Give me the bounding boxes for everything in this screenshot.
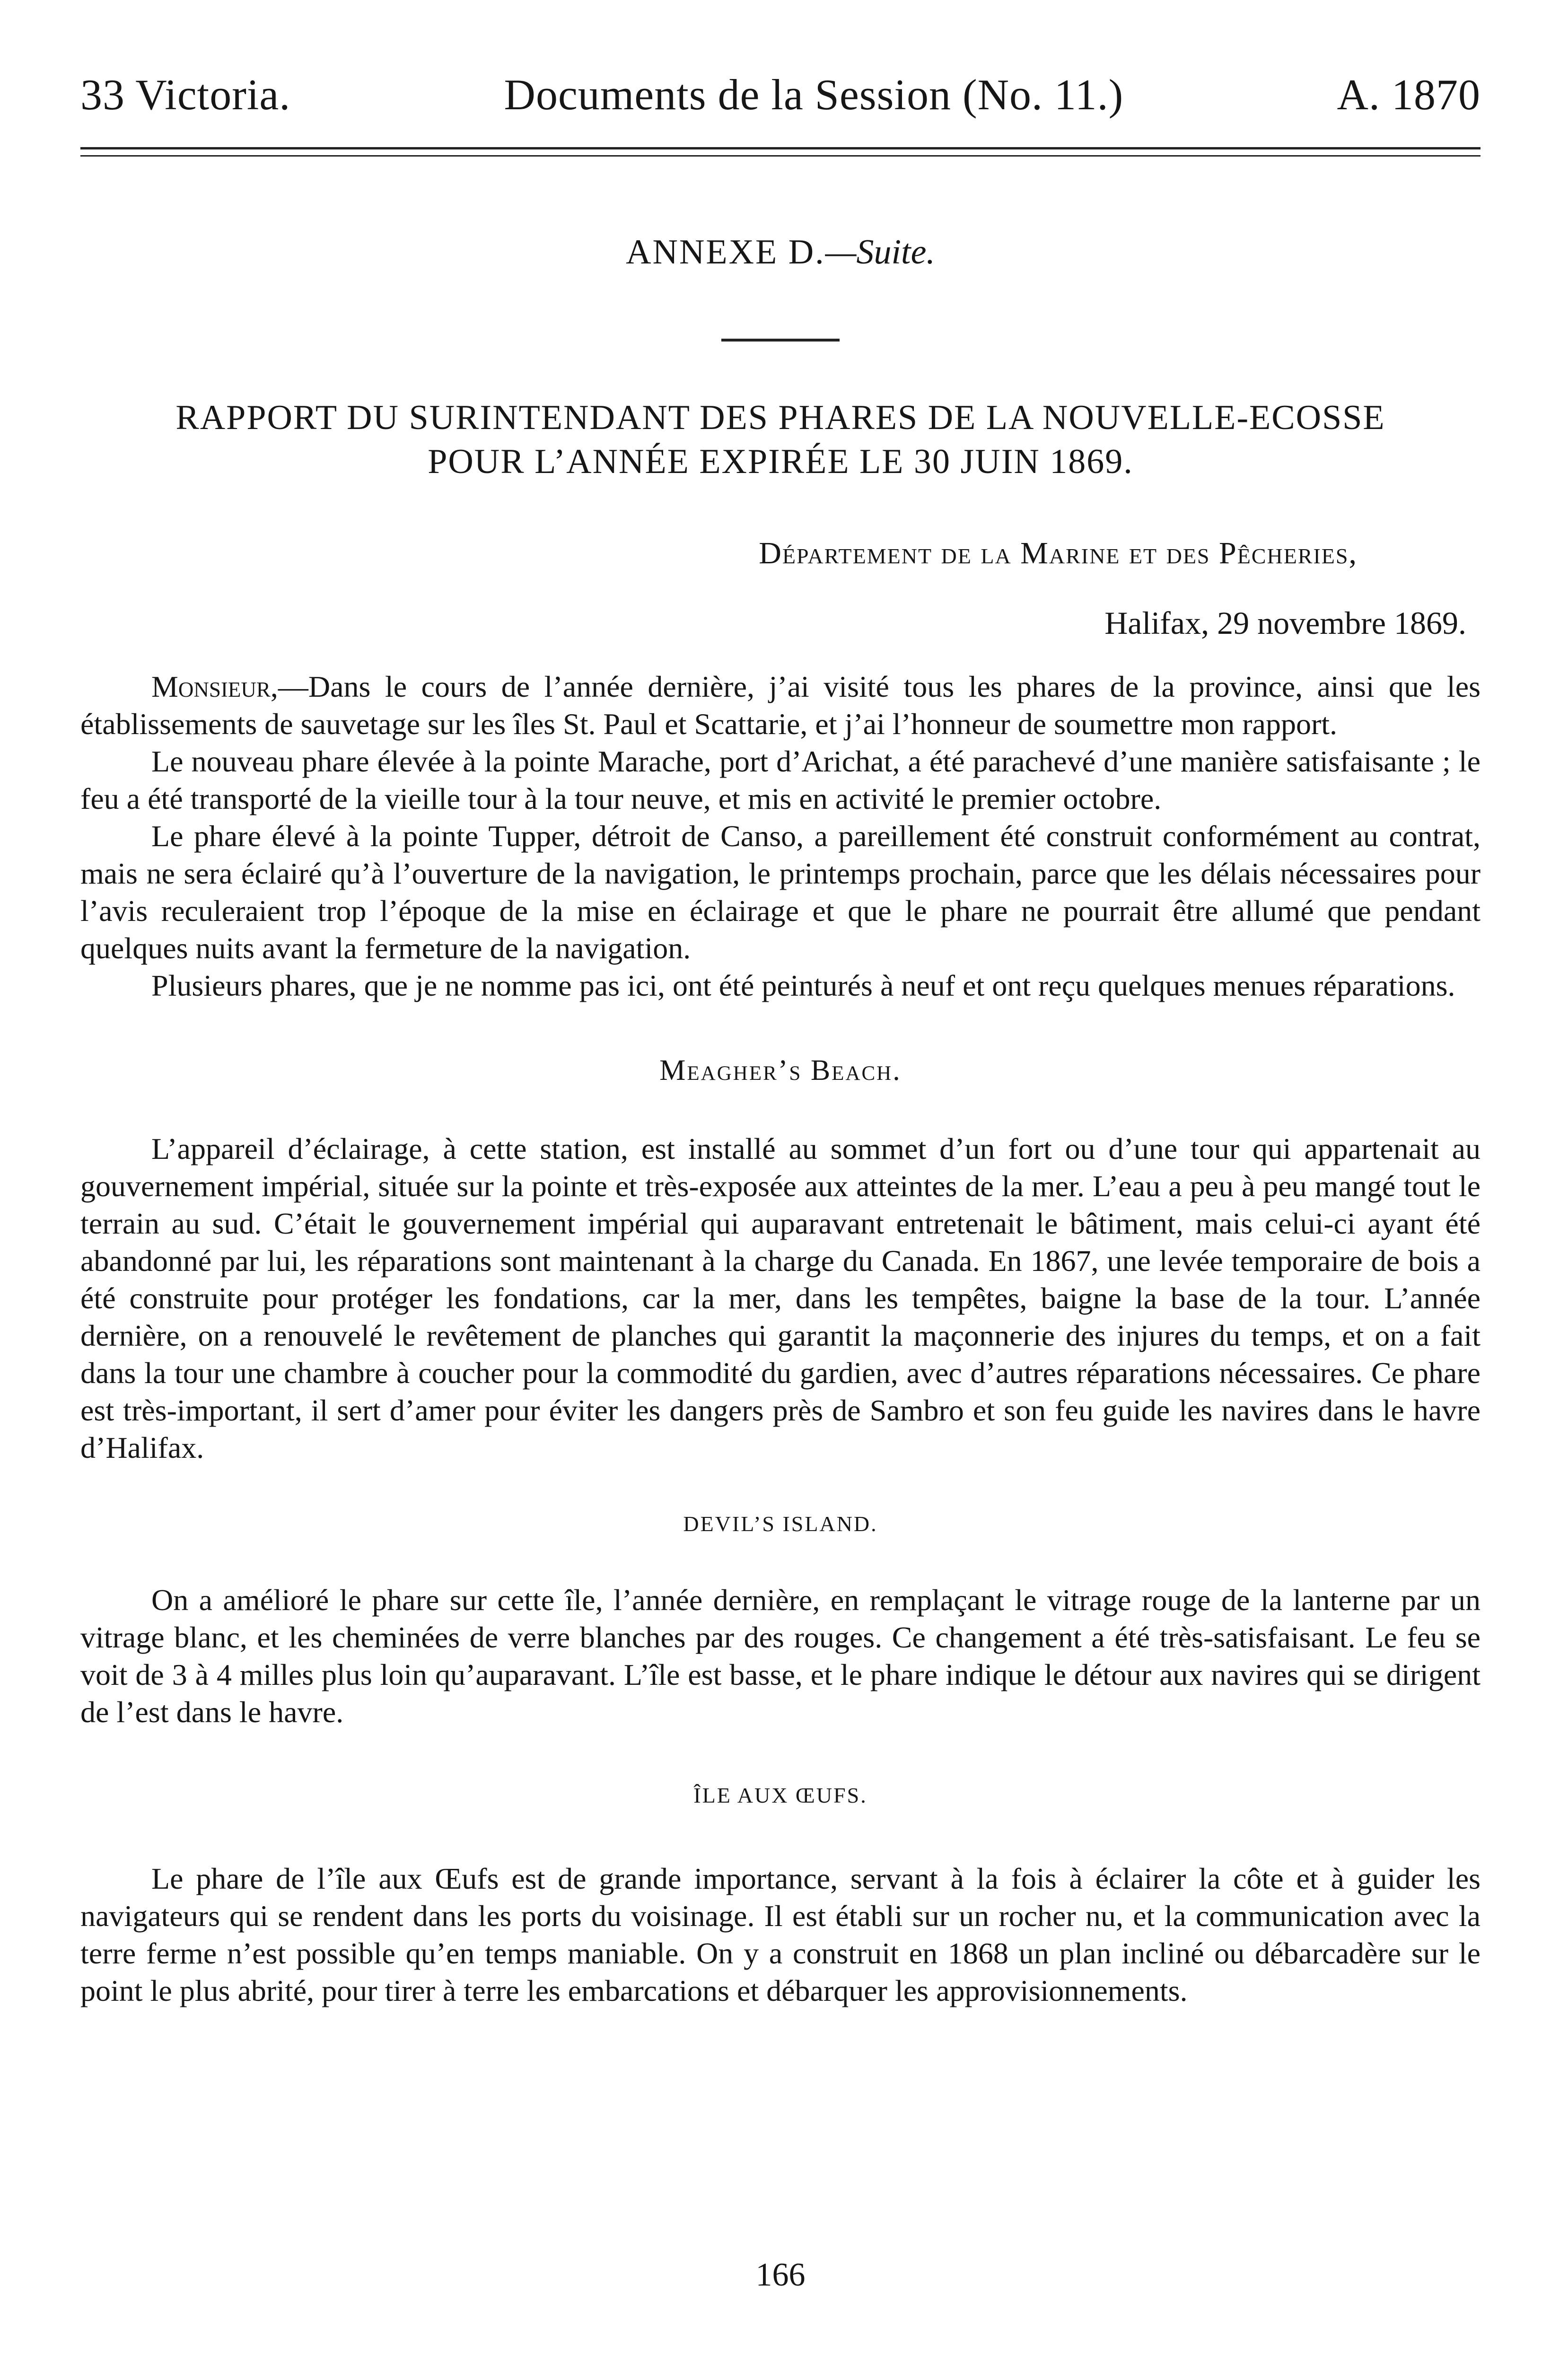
title-separator-rule xyxy=(721,339,840,342)
report-title xyxy=(80,396,1480,483)
annex-label: ANNEXE D. xyxy=(626,233,825,272)
report-title-line-1: RAPPORT DU SURINTENDANT DES PHARES DE LA NOUVELLE-ECOSSE xyxy=(175,398,1385,438)
letter-paragraph-4: Plusieurs phares, que je ne nomme pas ici, ont été peinturés à neuf et ont reçu quelques menues réparations. xyxy=(151,969,1455,1003)
letter-paragraph-1 xyxy=(80,668,1480,743)
letter-paragraph-3: Le phare élevé à la pointe Tupper, détroit de Canso, a pareillement été construit conformément au contrat, mais ne sera éclairé qu’à l’ouverture de la navigation, le printemps prochain, parce que les délais nécessaires pour l’avis reculeraient trop l’époque de la mise en éclairage et que le phare ne pourrait être allumé que pendant quelques nuits avant la fermeture de la navigation. xyxy=(80,819,1480,965)
header-year: A. 1870 xyxy=(1337,70,1480,119)
page-number: 166 xyxy=(755,2257,806,2293)
section-heading-meaghers-beach: Meagher’s Beach. xyxy=(659,1054,902,1087)
letter-body xyxy=(80,668,1480,2009)
section-heading-ile-aux-oeufs: ÎLE AUX ŒUFS. xyxy=(693,1783,867,1808)
section-text-meaghers-beach: L’appareil d’éclairage, à cette station, est installé au sommet d’un fort ou d’une tour qui appartenait au gouvernement impérial, située sur la pointe et très-exposée aux atteintes de la mer. L’eau a peu à peu mangé tout le terrain au sud. C’était le gouvernement impérial qui auparavant entretenait le bâtiment, mais celui-ci ayant été abandonné par lui, les réparations sont maintenant à la charge du Canada. En 1867, une levée temporaire de bois a été construite pour protéger les fondations, car la mer, dans les tempêtes, baigne la base de la tour. L’année dernière, on a renouvelé le revêtement de planches qui garantit la maçonnerie des injures du temps, et on a fait dans la tour une chambre à coucher pour la commodité du gardien, avec d’autres réparations nécessaires. Ce phare est très-important, il sert d’amer pour éviter les dangers près de Sambro et son feu guide les navires dans le havre d’Halifax. xyxy=(80,1132,1480,1465)
annex-suffix: —Suite. xyxy=(825,233,935,272)
letter-paragraph-2: Le nouveau phare élevée à la pointe Marache, port d’Arichat, a été parachevé d’une manière satisfaisante ; le feu a été transporté de la vieille tour à la tour neuve, et mis en activité le premier octobre. xyxy=(80,745,1480,816)
dateline: Halifax, 29 novembre 1869. xyxy=(1104,605,1466,641)
section-text-devils-island: On a amélioré le phare sur cette île, l’année dernière, en remplaçant le vitrage rouge de la lanterne par un vitrage blanc, et les cheminées de verre blanches par des rouges. Ce changement a été très-satisfaisant. Le feu se voit de 3 à 4 milles plus loin qu’auparavant. L’île est basse, et le phare indique le détour aux navires qui se dirigent de l’est dans le havre. xyxy=(80,1583,1480,1729)
running-header xyxy=(80,71,1480,119)
section-text-ile-aux-oeufs: Le phare de l’île aux Œufs est de grande importance, servant à la fois à éclairer la côte et à guider les navigateurs qui se rendent dans les ports du voisinage. Il est établi sur un rocher nu, et la communication avec la terre ferme n’est possible qu’en temps maniable. On y a construit en 1868 un plan incliné ou débarcadère sur le point le plus abrité, pour tirer à terre les embarcations et débarquer les approvisionnements. xyxy=(80,1862,1480,2008)
header-volume: 33 Victoria. xyxy=(80,70,291,119)
letter-paragraph-1-text: —Dans le cours de l’année dernière, j’ai visité tous les phares de la province, ainsi que les établissements de sauvetage sur les îles St. Paul et Scattarie, et j’ai l’honneur de soumettre mon rapport. xyxy=(80,670,1480,741)
header-double-rule xyxy=(80,147,1480,157)
annex-heading xyxy=(80,232,1480,272)
document-page xyxy=(80,71,1480,2365)
salutation: Monsieur, xyxy=(151,670,278,704)
department-line: Département de la Marine et des Pêcheries, xyxy=(759,536,1358,571)
report-title-line-2: POUR L’ANNÉE EXPIRÉE LE 30 JUIN 1869. xyxy=(428,442,1133,481)
section-heading-devils-island: DEVIL’S ISLAND. xyxy=(683,1512,878,1536)
header-session-title: Documents de la Session (No. 11.) xyxy=(504,70,1124,119)
